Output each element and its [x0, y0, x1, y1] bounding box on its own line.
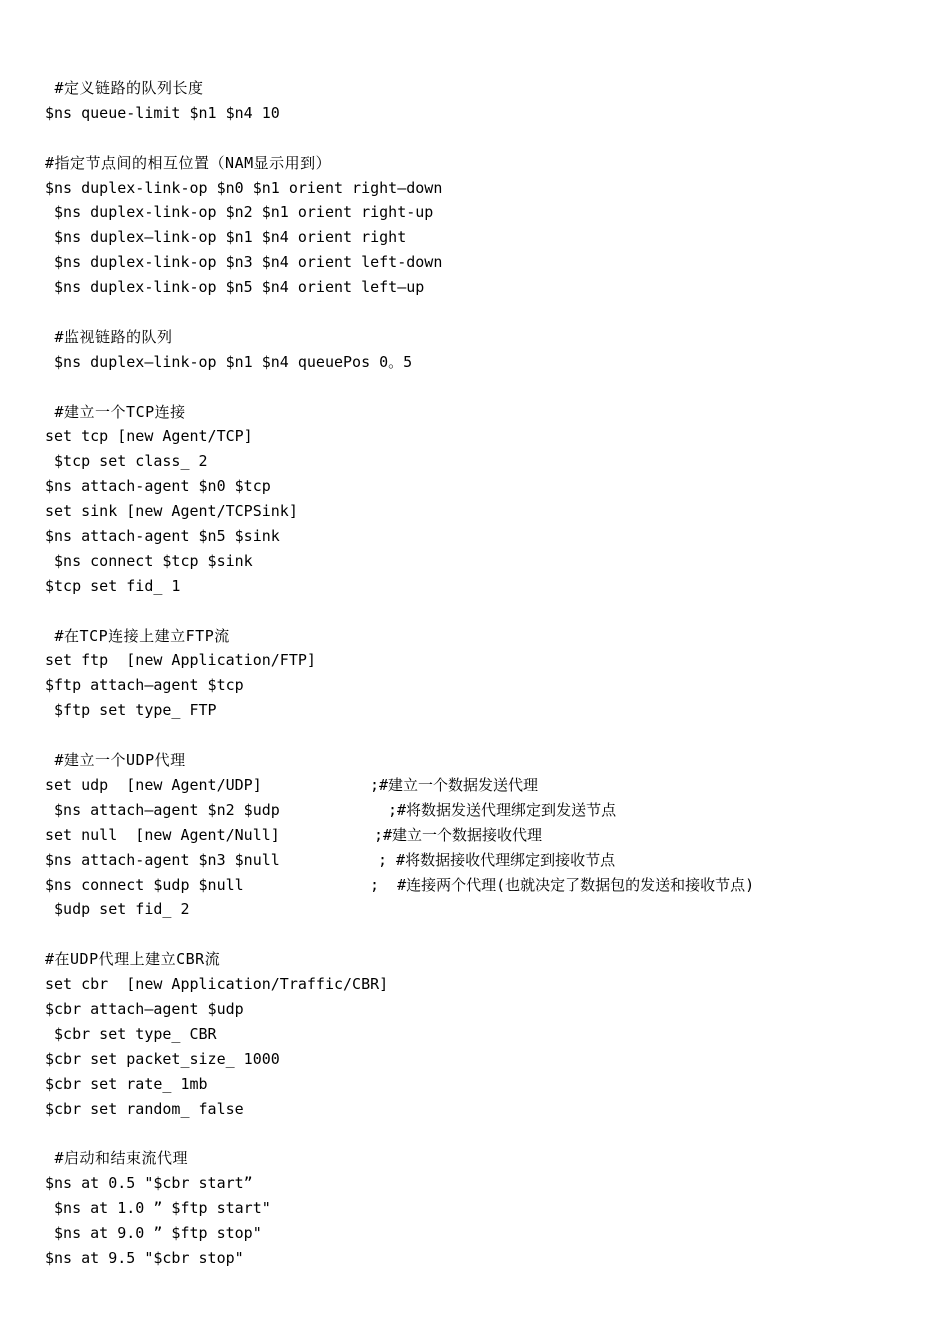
blank-line	[45, 723, 925, 748]
document-page	[45, 76, 925, 1271]
code-line: $cbr set random_ false	[45, 1099, 244, 1118]
code-line: $udp set fid_ 2	[45, 900, 190, 919]
code-line-with-comment	[45, 773, 925, 798]
code-line: $ns duplex-link-op $n3 $n4 orient left-down	[45, 253, 443, 272]
code-line: $ns at 9.5 "$cbr stop"	[45, 1248, 244, 1267]
blank-line	[45, 300, 925, 325]
code-line: $tcp set fid_ 1	[45, 576, 181, 595]
inline-comment: ;#建立一个数据发送代理	[370, 775, 539, 794]
inline-comment: ; #将数据接收代理绑定到接收节点	[378, 850, 616, 869]
blank-line	[45, 599, 925, 624]
code-line: $ftp attach—agent $tcp	[45, 676, 244, 695]
code-text: $ns attach—agent $n2 $udp	[45, 800, 280, 819]
code-line: $ns duplex-link-op $n2 $n1 orient right-up	[45, 203, 434, 222]
comment-line: #在TCP连接上建立FTP流	[45, 626, 230, 645]
code-line: $ns duplex-link-op $n0 $n1 orient right—down	[45, 178, 443, 197]
code-line: $ns attach-agent $n0 $tcp	[45, 477, 271, 496]
blank-line	[45, 126, 925, 151]
comment-line: #启动和结束流代理	[45, 1149, 189, 1168]
comment-line: #在UDP代理上建立CBR流	[45, 950, 221, 969]
code-line: $ns duplex-link-op $n5 $n4 orient left—up	[45, 278, 425, 297]
code-text: $ns connect $udp $null	[45, 875, 244, 894]
blank-line	[45, 1121, 925, 1146]
code-line: $cbr set type_ CBR	[45, 1024, 217, 1043]
code-line: set sink [new Agent/TCPSink]	[45, 502, 298, 521]
code-line: $ns connect $tcp $sink	[45, 551, 253, 570]
comment-line: #建立一个TCP连接	[45, 402, 186, 421]
comment-line: #建立一个UDP代理	[45, 751, 186, 770]
code-line: $ns at 1.0 ” $ftp start"	[45, 1199, 271, 1218]
code-text: set null [new Agent/Null]	[45, 825, 280, 844]
code-line: $tcp set class_ 2	[45, 452, 208, 471]
comment-line: #监视链路的队列	[45, 327, 173, 346]
code-line: $ns at 9.0 ” $ftp stop"	[45, 1223, 262, 1242]
comment-line: #指定节点间的相互位置（NAM显示用到）	[45, 153, 332, 172]
code-line: $ns attach-agent $n5 $sink	[45, 527, 280, 546]
code-line: $cbr set packet_size_ 1000	[45, 1049, 280, 1068]
code-line: $ns queue-limit $n1 $n4 10	[45, 103, 280, 122]
code-line: $cbr attach—agent $udp	[45, 999, 244, 1018]
comment-line: #定义链路的队列长度	[45, 79, 204, 97]
code-line: $ns at 0.5 "$cbr start”	[45, 1174, 253, 1193]
code-line: set tcp [new Agent/TCP]	[45, 427, 253, 446]
inline-comment: ;#建立一个数据接收代理	[374, 825, 543, 844]
code-line-with-comment	[45, 823, 925, 848]
code-line: $ftp set type_ FTP	[45, 701, 217, 720]
blank-line	[45, 922, 925, 947]
inline-comment: ; #连接两个代理(也就决定了数据包的发送和接收节点)	[370, 875, 755, 894]
code-text: $ns attach-agent $n3 $null	[45, 850, 280, 869]
code-line: $ns duplex—link-op $n1 $n4 orient right	[45, 228, 407, 247]
code-line: set ftp [new Application/FTP]	[45, 651, 316, 670]
blank-line	[45, 375, 925, 400]
code-line-with-comment	[45, 848, 925, 873]
code-text: set udp [new Agent/UDP]	[45, 775, 262, 794]
code-line: $cbr set rate_ 1mb	[45, 1074, 208, 1093]
code-line: $ns duplex—link-op $n1 $n4 queuePos 0。5	[45, 352, 413, 371]
code-line: set cbr [new Application/Traffic/CBR]	[45, 975, 389, 994]
code-line-with-comment	[45, 873, 925, 898]
code-line-with-comment	[45, 798, 925, 823]
inline-comment: ;#将数据发送代理绑定到发送节点	[388, 800, 617, 819]
